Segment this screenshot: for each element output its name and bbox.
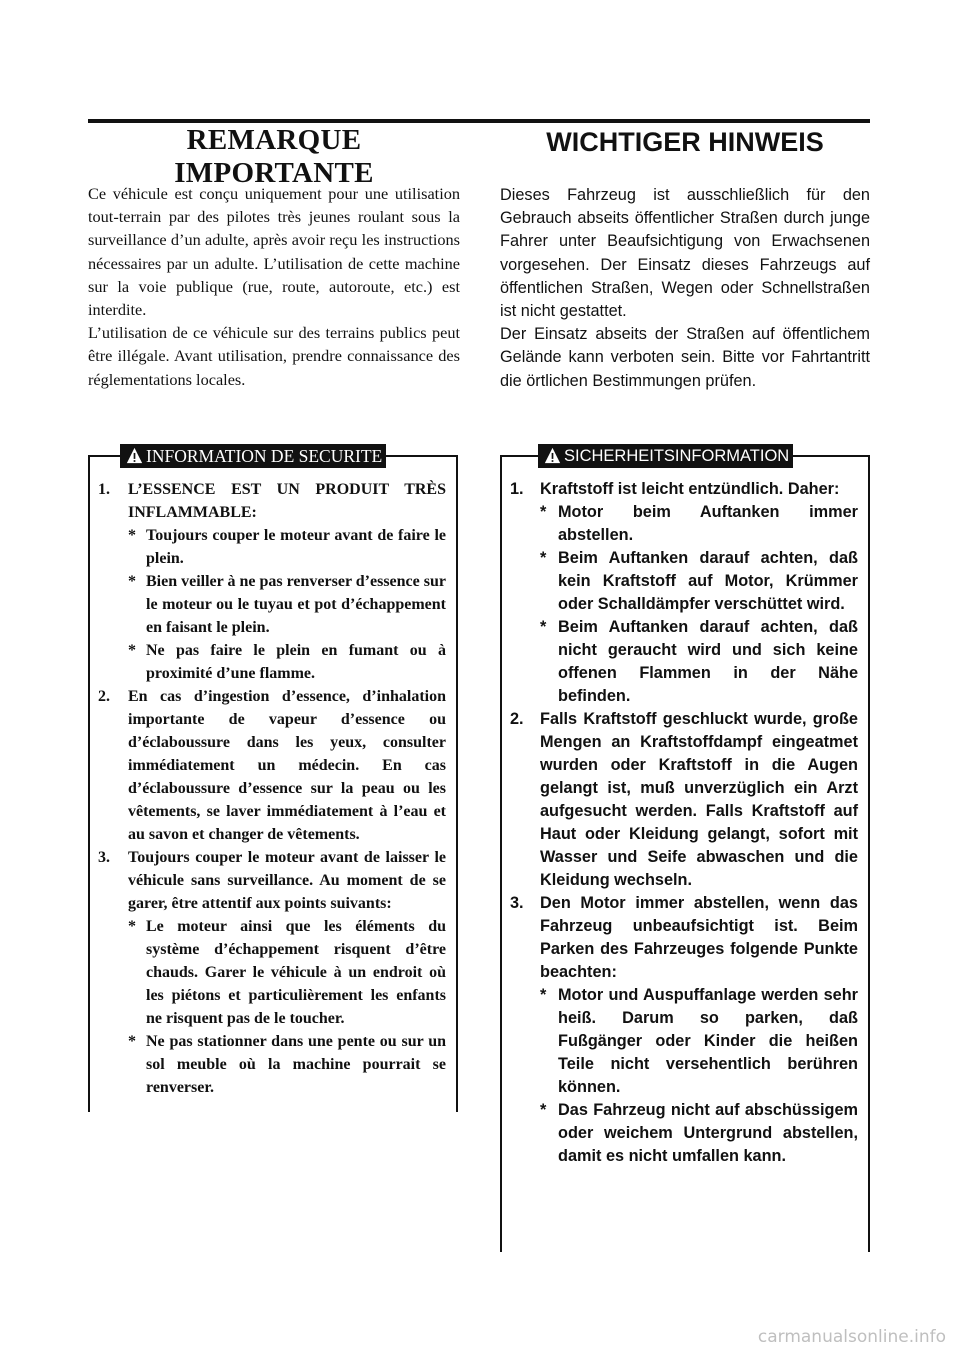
- sub-item: * Ne pas faire le plein en fumant ou à proximité d’une flamme.: [128, 639, 446, 685]
- bullet: *: [540, 1101, 547, 1119]
- german-intro-paragraph-1: Dieses Fahrzeug ist ausschließlich für den Gebrauch abseits öffentlicher Straßen durch junge Fahrer unter Beaufsichtigung von Erwachsenen vorgesehen. Der Einsatz dieses Fahrzeugs auf öffentlichen Straßen, Wegen oder Schnellstraßen ist nicht gestattet.: [500, 186, 870, 321]
- bullet: *: [128, 573, 136, 590]
- list-item: [510, 478, 858, 708]
- german-safety-label: SICHERHEITSINFORMATION: [564, 446, 790, 465]
- header-rule: [88, 119, 870, 123]
- item-text: Den Motor immer abstellen, wenn das Fahrzeug unbeaufsichtigt ist. Beim Parken des Fahrzeuges folgende Punkte beachten:: [540, 894, 858, 981]
- german-title: WICHTIGER HINWEIS: [546, 127, 824, 157]
- item-number: 1.: [98, 481, 110, 498]
- french-safety-badge: [120, 444, 386, 468]
- item-text: Kraftstoff ist leicht entzündlich. Daher:: [540, 480, 840, 498]
- french-intro-paragraph-2: L’utilisation de ce véhicule sur des terrains publics peut être illégale. Avant utilisation, prendre connaissance des réglementations locales.: [88, 323, 460, 389]
- sub-item: * Das Fahrzeug nicht auf abschüssigem oder weichem Untergrund abstellen, damit es nicht umfallen kann.: [540, 1101, 858, 1165]
- item-number: 1.: [510, 480, 524, 498]
- sub-item: * Toujours couper le moteur avant de faire le plein.: [128, 524, 446, 570]
- french-title: REMARQUE IMPORTANTE: [174, 124, 374, 189]
- bullet: *: [128, 527, 136, 544]
- item-text: En cas d’ingestion d’essence, d’inhalation importante de vapeur d’essence ou d’éclaboussure dans les yeux, consulter immédiatement un médecin. En cas d’éclaboussure d’essence sur la peau ou les vêtements, se laver immédiatement à l’eau et au savon et changer de vêtements.: [128, 688, 446, 843]
- french-safety-list: [98, 478, 446, 1099]
- bullet: *: [128, 642, 136, 659]
- list-item: [98, 478, 446, 685]
- sub-item: * Beim Auftanken darauf achten, daß kein Kraftstoff auf Motor, Krümmer oder Schalldämpfer verschüttet wird.: [540, 549, 858, 613]
- item-number: 3.: [510, 894, 524, 912]
- list-item: [98, 846, 446, 1099]
- sub-item: * Bien veiller à ne pas renverser d’essence sur le moteur ou le tuyau et pot d’échappement en faisant le plein.: [128, 570, 446, 639]
- sub-item: * Le moteur ainsi que les éléments du système d’échappement risquent d’être chauds. Garer le véhicule à un endroit où les piétons et particulièrement les enfants ne risquent pas de le toucher.: [128, 915, 446, 1030]
- bullet: *: [540, 986, 547, 1004]
- sub-item: * Motor beim Auftanken immer abstellen.: [540, 503, 858, 544]
- sub-item: * Ne pas stationner dans une pente ou sur un sol meuble où la machine pourrait se renverser.: [128, 1030, 446, 1099]
- list-item: [510, 708, 858, 892]
- german-safety-list: [510, 478, 858, 1168]
- bullet: *: [540, 549, 547, 567]
- warning-icon: [544, 447, 561, 464]
- french-intro-paragraph-1: Ce véhicule est conçu uniquement pour une utilisation tout-terrain par des pilotes très jeunes roulant sous la surveillance d’un adulte, après avoir reçu les instructions nécessaires par un adulte. L’utilisation de cette machine sur la voie publique (rue, route, autoroute, etc.) est interdite.: [88, 184, 460, 320]
- bullet: *: [540, 618, 547, 636]
- bullet: *: [128, 918, 136, 935]
- item-text: Falls Kraftstoff geschluckt wurde, große Mengen an Kraftstoffdampf eingeatmet wurden oder Kraftstoff in die Augen gelangt ist, muß unverzüglich ein Arzt aufgesucht werden. Falls Kraftstoff auf Haut oder Kleidung gelangt, sofort mit Wasser und Seife abwaschen und die Kleidung wechseln.: [540, 710, 858, 889]
- german-intro: [500, 184, 870, 393]
- watermark: carmanualsonline.info: [757, 1327, 946, 1347]
- german-intro-paragraph-2: Der Einsatz abseits der Straßen auf öffentlichem Gelände kann verboten sein. Bitte vor Fahrtantritt die örtlichen Bestimmungen prüfen.: [500, 325, 870, 390]
- bullet: *: [128, 1033, 136, 1050]
- sub-item: * Motor und Auspuffanlage werden sehr heiß. Darum so parken, daß Fußgänger oder Kinder die heißen Teile nicht versehentlich berühren können.: [540, 986, 858, 1096]
- item-text: Toujours couper le moteur avant de laisser le véhicule sans surveillance. Au moment de se garer, être attentif aux points suivants:: [128, 849, 446, 912]
- french-intro: [88, 182, 460, 391]
- item-number: 3.: [98, 849, 110, 866]
- french-safety-label: INFORMATION DE SECURITE: [146, 445, 383, 466]
- german-safety-badge: [538, 444, 793, 468]
- item-text: L’ESSENCE EST UN PRODUIT TRÈS INFLAMMABLE:: [128, 481, 446, 521]
- bullet: *: [540, 503, 547, 521]
- list-item: [510, 892, 858, 1168]
- item-number: 2.: [98, 688, 110, 705]
- sub-item: * Beim Auftanken darauf achten, daß nicht geraucht wird und sich keine offenen Flammen in der Nähe befinden.: [540, 618, 858, 705]
- item-number: 2.: [510, 710, 524, 728]
- warning-icon: [126, 447, 143, 464]
- list-item: [98, 685, 446, 846]
